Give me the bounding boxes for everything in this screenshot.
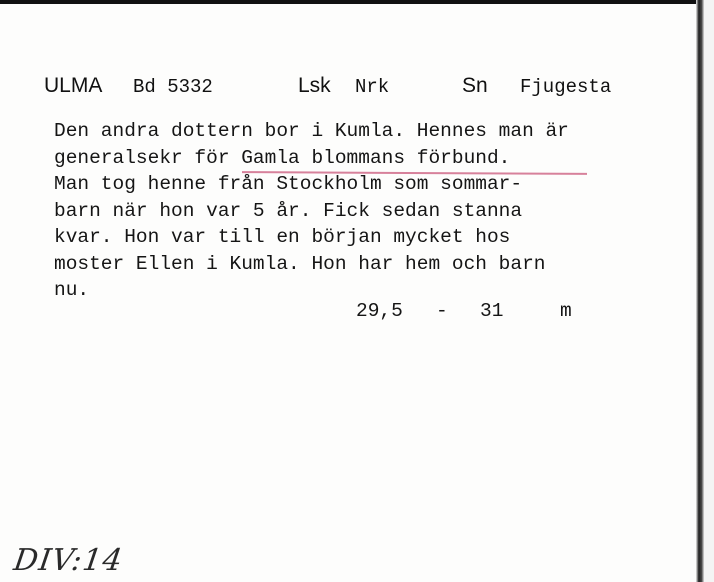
lsk-label: Lsk	[298, 74, 331, 97]
body-line: barn när hon var 5 år. Fick sedan stanna	[54, 199, 523, 222]
measurement-from: 29,5	[356, 300, 403, 322]
body-line: generalsekr för Gamla blommans förbund.	[54, 146, 511, 169]
sn-label: Sn	[462, 74, 488, 97]
card-right-edge	[696, 0, 704, 582]
body-line: nu.	[54, 279, 90, 301]
body-line: Man tog henne från Stockholm som sommar-	[54, 173, 523, 195]
card-body-text	[54, 118, 674, 304]
measurement-to: 31	[480, 300, 504, 322]
measurement-unit: m	[560, 300, 572, 322]
measurement-dash: -	[436, 300, 448, 322]
volume-number: Bd 5332	[133, 76, 213, 98]
body-line: Den andra dottern bor i Kumla. Hennes man är	[54, 120, 569, 142]
archive-label: ULMA	[44, 74, 103, 97]
card-top-edge	[0, 0, 700, 4]
lsk-value: Nrk	[355, 76, 390, 98]
handwritten-code: DIV:14	[11, 543, 126, 578]
body-line: kvar. Hon var till en början mycket hos	[54, 226, 511, 248]
card-right-fringe	[704, 0, 714, 582]
body-line: moster Ellen i Kumla. Hon har hem och barn	[54, 252, 546, 275]
sn-value: Fjugesta	[520, 76, 612, 98]
